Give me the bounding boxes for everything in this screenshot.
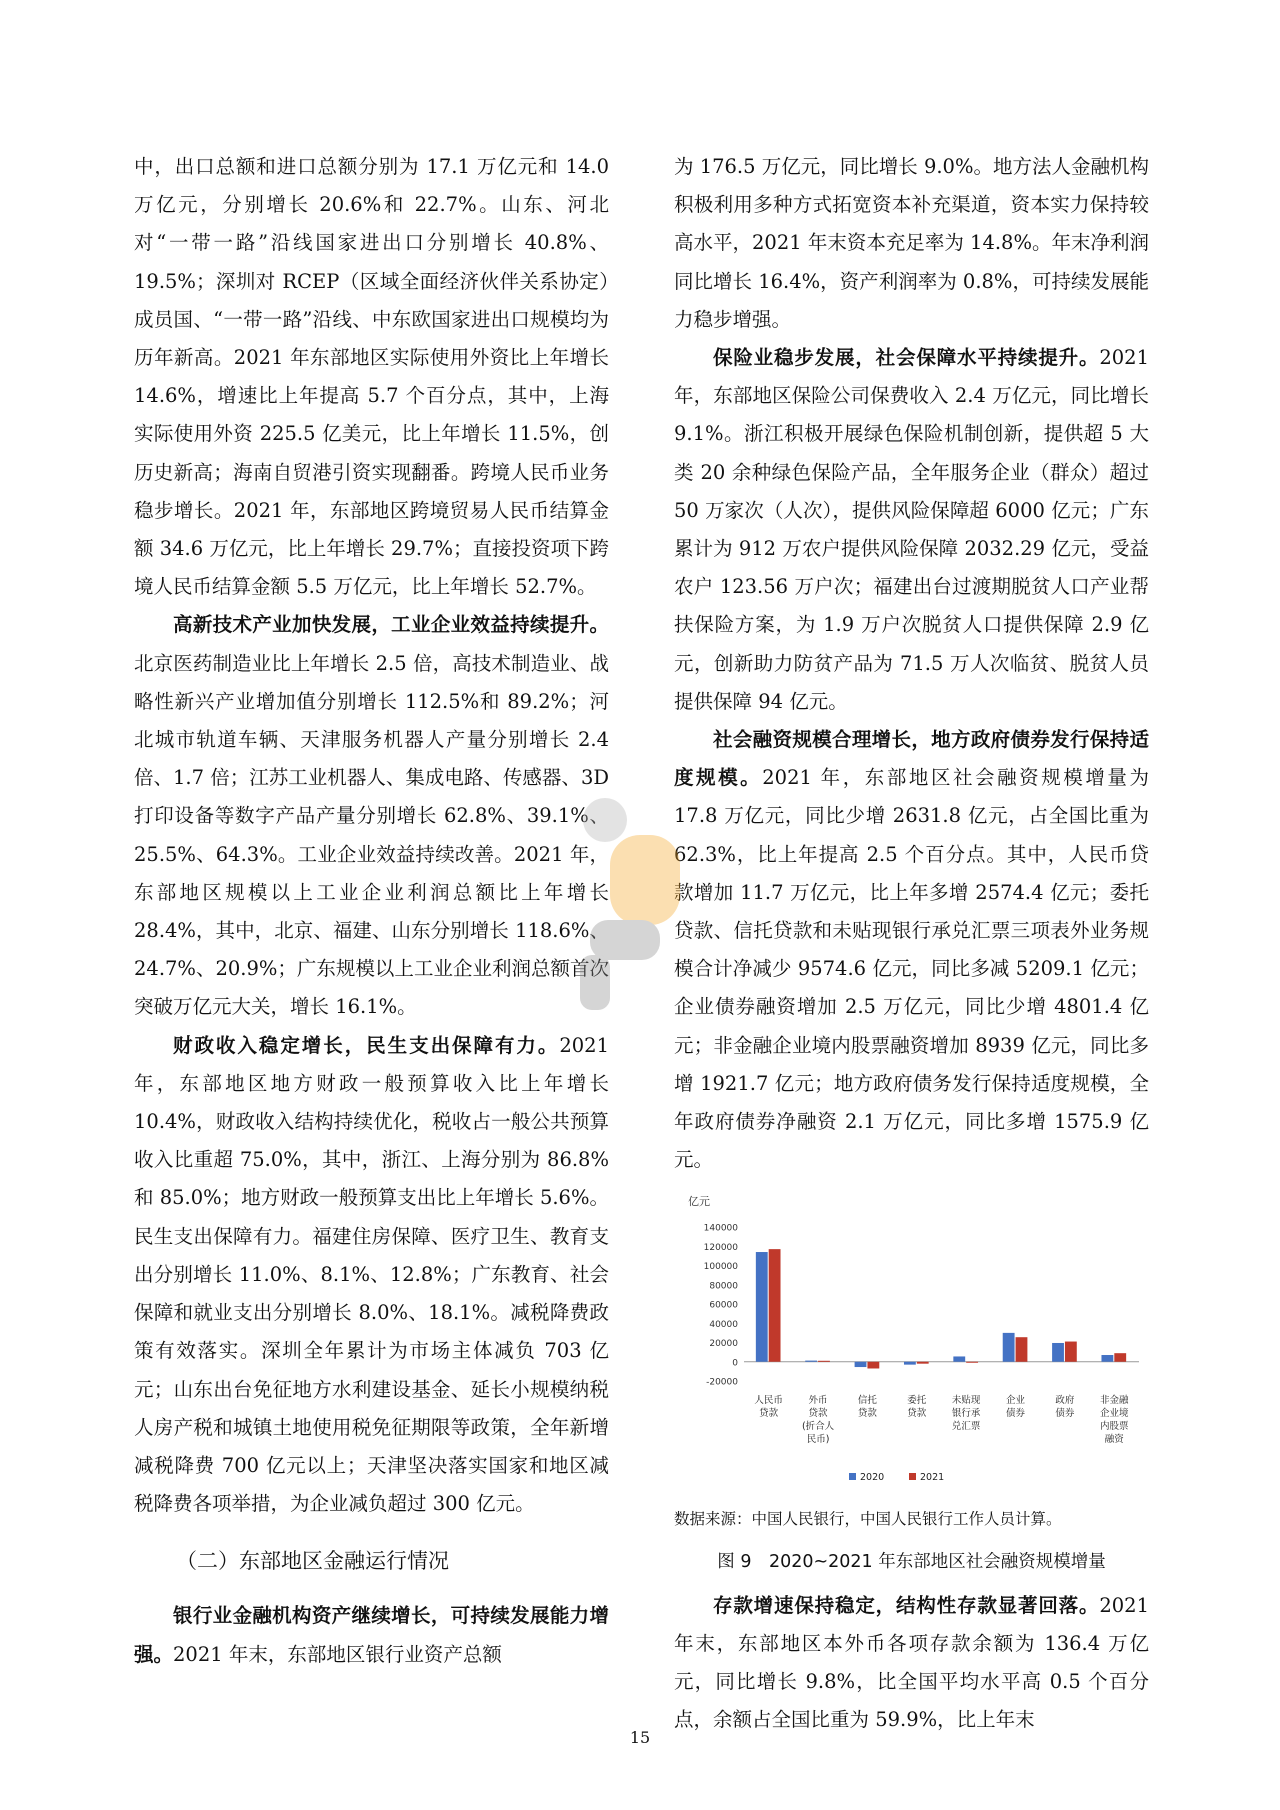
x-tick-label: 贷款 bbox=[759, 1408, 779, 1420]
left-paragraph-3-lead: 财政收入稳定增长，民生支出保障有力。 bbox=[173, 1033, 560, 1057]
x-tick-label: 委托 bbox=[907, 1395, 927, 1407]
x-tick-label: 非金融 bbox=[1100, 1395, 1129, 1407]
bar-2021 bbox=[867, 1362, 879, 1369]
x-tick-label: 贷款 bbox=[808, 1408, 828, 1420]
bar-2020 bbox=[953, 1357, 965, 1362]
bar-2020 bbox=[904, 1362, 916, 1365]
left-paragraph-3-body: 2021 年，东部地区地方财政一般预算收入比上年增长 10.4%，财政收入结构持续优化，税收占一般公共预算收入比重超 75.0%，其中，浙江、上海分别为 86.8%和 85.0%；地方财政一般预算支出比上年增长 5.6%。民生支出保障有力。福建住房保障、医疗卫生、教育支出分别增长 11.0%、8.1%、12.8%；广东教育、社会保障和就业支出分别增长 8.0%、18.1%。减税降费政策有效落实。深圳全年累计为市场主体减负 703 亿元；山东出台免征地方水利建设基金、延长小规模纳税人房产税和城镇土地使用税免征期限等政策，全年新增减税降费 700 亿元以上；天津坚决落实国家和地区减税降费各项举措，为企业减负超过 300 亿元。 bbox=[134, 1033, 609, 1516]
x-tick-label: 外币 bbox=[808, 1395, 828, 1407]
right-paragraph-3-lead: 社会融资规模合理增长，地方政府债券发行保持适度规模。 bbox=[674, 728, 1149, 790]
right-paragraph-2-lead: 保险业稳步发展，社会保障水平持续提升。 bbox=[713, 346, 1100, 370]
x-tick-label: 内股票 bbox=[1100, 1421, 1129, 1433]
x-tick-label: 银行承 bbox=[951, 1408, 981, 1420]
bar-2021 bbox=[769, 1250, 781, 1363]
x-tick-label: 企业 bbox=[1006, 1395, 1026, 1407]
right-paragraph-4-body: 2021 年末，东部地区本外币各项存款余额为 136.4 万亿元，同比增长 9.8%，比全国平均水平高 0.5 个百分点，余额占全国比重为 59.9%，比上年末 bbox=[674, 1593, 1149, 1732]
x-tick-label: 融资 bbox=[1104, 1434, 1124, 1446]
right-column bbox=[674, 148, 1149, 1740]
x-tick-label: (折合人 bbox=[801, 1421, 835, 1433]
x-tick-label: 信托 bbox=[857, 1395, 877, 1407]
x-tick-label: 民币) bbox=[806, 1434, 830, 1446]
figure-9 bbox=[674, 1189, 1149, 1576]
x-tick-label: 企业境 bbox=[1100, 1408, 1129, 1420]
legend-label-2021: 2021 bbox=[920, 1472, 945, 1484]
y-tick-label: 40000 bbox=[709, 1320, 738, 1331]
x-tick-label: 债券 bbox=[1055, 1408, 1075, 1420]
bar-2020 bbox=[855, 1362, 867, 1367]
legend-swatch-2021 bbox=[909, 1473, 916, 1480]
y-tick-label: 140000 bbox=[703, 1223, 738, 1234]
bar-2020 bbox=[1052, 1343, 1064, 1362]
left-paragraph-2 bbox=[134, 606, 609, 1026]
source-note: 数据来源：中国人民银行，中国人民银行工作人员计算。 bbox=[674, 1509, 1062, 1528]
x-tick-label: 贷款 bbox=[907, 1408, 927, 1420]
bar-2021 bbox=[1114, 1354, 1126, 1363]
watermark-figure bbox=[560, 790, 710, 1020]
y-tick-label: 20000 bbox=[709, 1339, 738, 1350]
left-paragraph-1: 中，出口总额和进口总额分别为 17.1 万亿元和 14.0 万亿元，分别增长 20.6%和 22.7%。山东、河北对“一带一路”沿线国家进出口分别增长 40.8%、19.5%；深圳对 RCEP（区域全面经济伙伴关系协定）成员国、“一带一路”沿线、中东欧国家进出口规模均为历年新高。2021 年东部地区实际使用外资比上年增长 14.6%，增速比上年提高 5.7 个百分点，其中，上海实际使用外资 225.5 亿美元，比上年增长 11.5%，创历史新高；海南自贸港引资实现翻番。跨境人民币业务稳步增长。2021 年，东部地区跨境贸易人民币结算金额 34.6 万亿元，比上年增长 29.7%；直接投资项下跨境人民币结算金额 5.5 万亿元，比上年增长 52.7%。 bbox=[134, 155, 609, 599]
x-tick-label: 政府 bbox=[1055, 1395, 1075, 1407]
y-tick-label: 80000 bbox=[709, 1281, 738, 1292]
bar-2021 bbox=[966, 1362, 978, 1363]
y-tick-label: 0 bbox=[732, 1358, 738, 1369]
bar-2020 bbox=[756, 1253, 768, 1363]
x-tick-label: 贷款 bbox=[857, 1408, 877, 1420]
left-column bbox=[134, 148, 609, 1674]
right-paragraph-3 bbox=[674, 721, 1149, 1179]
x-tick-label: 债券 bbox=[1006, 1408, 1026, 1420]
right-paragraph-2 bbox=[674, 339, 1149, 721]
bar-chart bbox=[674, 1189, 1149, 1489]
section-heading: （二）东部地区金融运行情况 bbox=[176, 1549, 449, 1574]
y-tick-label: 100000 bbox=[703, 1262, 738, 1273]
bar-2021 bbox=[917, 1362, 929, 1364]
y-axis-unit: 亿元 bbox=[688, 1195, 710, 1209]
bar-2020 bbox=[1003, 1333, 1015, 1362]
left-paragraph-4 bbox=[134, 1597, 609, 1673]
right-paragraph-2-body: 2021 年，东部地区保险公司保费收入 2.4 万亿元，同比增长 9.1%。浙江积极开展绿色保险机制创新，提供超 5 大类 20 余种绿色保险产品，全年服务企业（群众）超过 50 万家次（人次），提供风险保障超 6000 亿元；广东累计为 912 万农户提供风险保障 2032.29 亿元，受益农户 123.56 万户次；福建出台过渡期脱贫人口产业帮扶保险方案，为 1.9 万户次脱贫人口提供保障 2.9 亿元，创新助力防贫产品为 71.5 万人次临贫、脱贫人员提供保障 94 亿元。 bbox=[674, 346, 1149, 713]
legend-label-2020: 2020 bbox=[860, 1472, 885, 1484]
bar-2021 bbox=[1016, 1338, 1028, 1363]
left-paragraph-4-body: 2021 年末，东部地区银行业资产总额 bbox=[173, 1642, 502, 1666]
page-number: 15 bbox=[629, 1728, 651, 1747]
bar-2021 bbox=[1065, 1342, 1077, 1362]
legend-swatch-2020 bbox=[849, 1473, 856, 1480]
x-tick-label: 兑汇票 bbox=[951, 1421, 981, 1433]
left-paragraph-3 bbox=[134, 1027, 609, 1524]
figure-caption: 图 9 2020~2021 年东部地区社会融资规模增量 bbox=[717, 1551, 1106, 1572]
y-tick-label: 120000 bbox=[703, 1243, 738, 1254]
x-tick-label: 未贴现 bbox=[951, 1395, 981, 1407]
right-paragraph-3-body: 2021 年，东部地区社会融资规模增量为 17.8 万亿元，同比少增 2631.8 亿元，占全国比重为 62.3%，比上年提高 2.5 个百分点。其中，人民币贷款增加 11.7 万亿元，比上年多增 2574.4 亿元；委托贷款、信托贷款和未贴现银行承兑汇票三项表外业务规模合计净减少 9574.6 亿元，同比多减 5209.1 亿元；企业债券融资增加 2.5 万亿元，同比少增 4801.4 亿元；非金融企业境内股票融资增加 8939 亿元，同比多增 1921.7 亿元；地方政府债务发行保持适度规模，全年政府债券净融资 2.1 万亿元，同比多增 1575.9 亿元。 bbox=[674, 766, 1149, 1172]
left-paragraph-4-lead: 银行业金融机构资产继续增长，可持续发展能力增强。 bbox=[134, 1604, 609, 1666]
bar-2021 bbox=[818, 1361, 830, 1362]
y-tick-label: -20000 bbox=[706, 1377, 738, 1388]
x-tick-label: 人民币 bbox=[754, 1395, 783, 1407]
left-paragraph-2-body: 北京医药制造业比上年增长 2.5 倍，高技术制造业、战略性新兴产业增加值分别增长 112.5%和 89.2%；河北城市轨道车辆、天津服务机器人产量分别增长 2.4 倍、1.7 倍；江苏工业机器人、集成电路、传感器、3D 打印设备等数字产品产量分别增长 62.8%、39.1%、25.5%、64.3%。工业企业效益持续改善。2021 年，东部地区规模以上工业企业利润总额比上年增长 28.4%，其中，北京、福建、山东分别增长 118.6%、24.7%、20.9%；广东规模以上工业企业利润总额首次突破万亿元大关，增长 16.1%。 bbox=[134, 651, 609, 1019]
bar-2020 bbox=[1101, 1355, 1113, 1362]
y-tick-label: 60000 bbox=[709, 1300, 738, 1311]
bar-2020 bbox=[805, 1361, 817, 1362]
left-paragraph-2-lead: 高新技术产业加快发展，工业企业效益持续提升。 bbox=[173, 613, 609, 637]
right-paragraph-4 bbox=[674, 1587, 1149, 1740]
right-paragraph-4-lead: 存款增速保持稳定，结构性存款显著回落。 bbox=[713, 1593, 1100, 1617]
right-paragraph-1: 为 176.5 万亿元，同比增长 9.0%。地方法人金融机构积极利用多种方式拓宽资本补充渠道，资本实力保持较高水平，2021 年末资本充足率为 14.8%。年末净利润同比增长 16.4%，资产利润率为 0.8%，可持续发展能力稳步增强。 bbox=[674, 155, 1149, 331]
